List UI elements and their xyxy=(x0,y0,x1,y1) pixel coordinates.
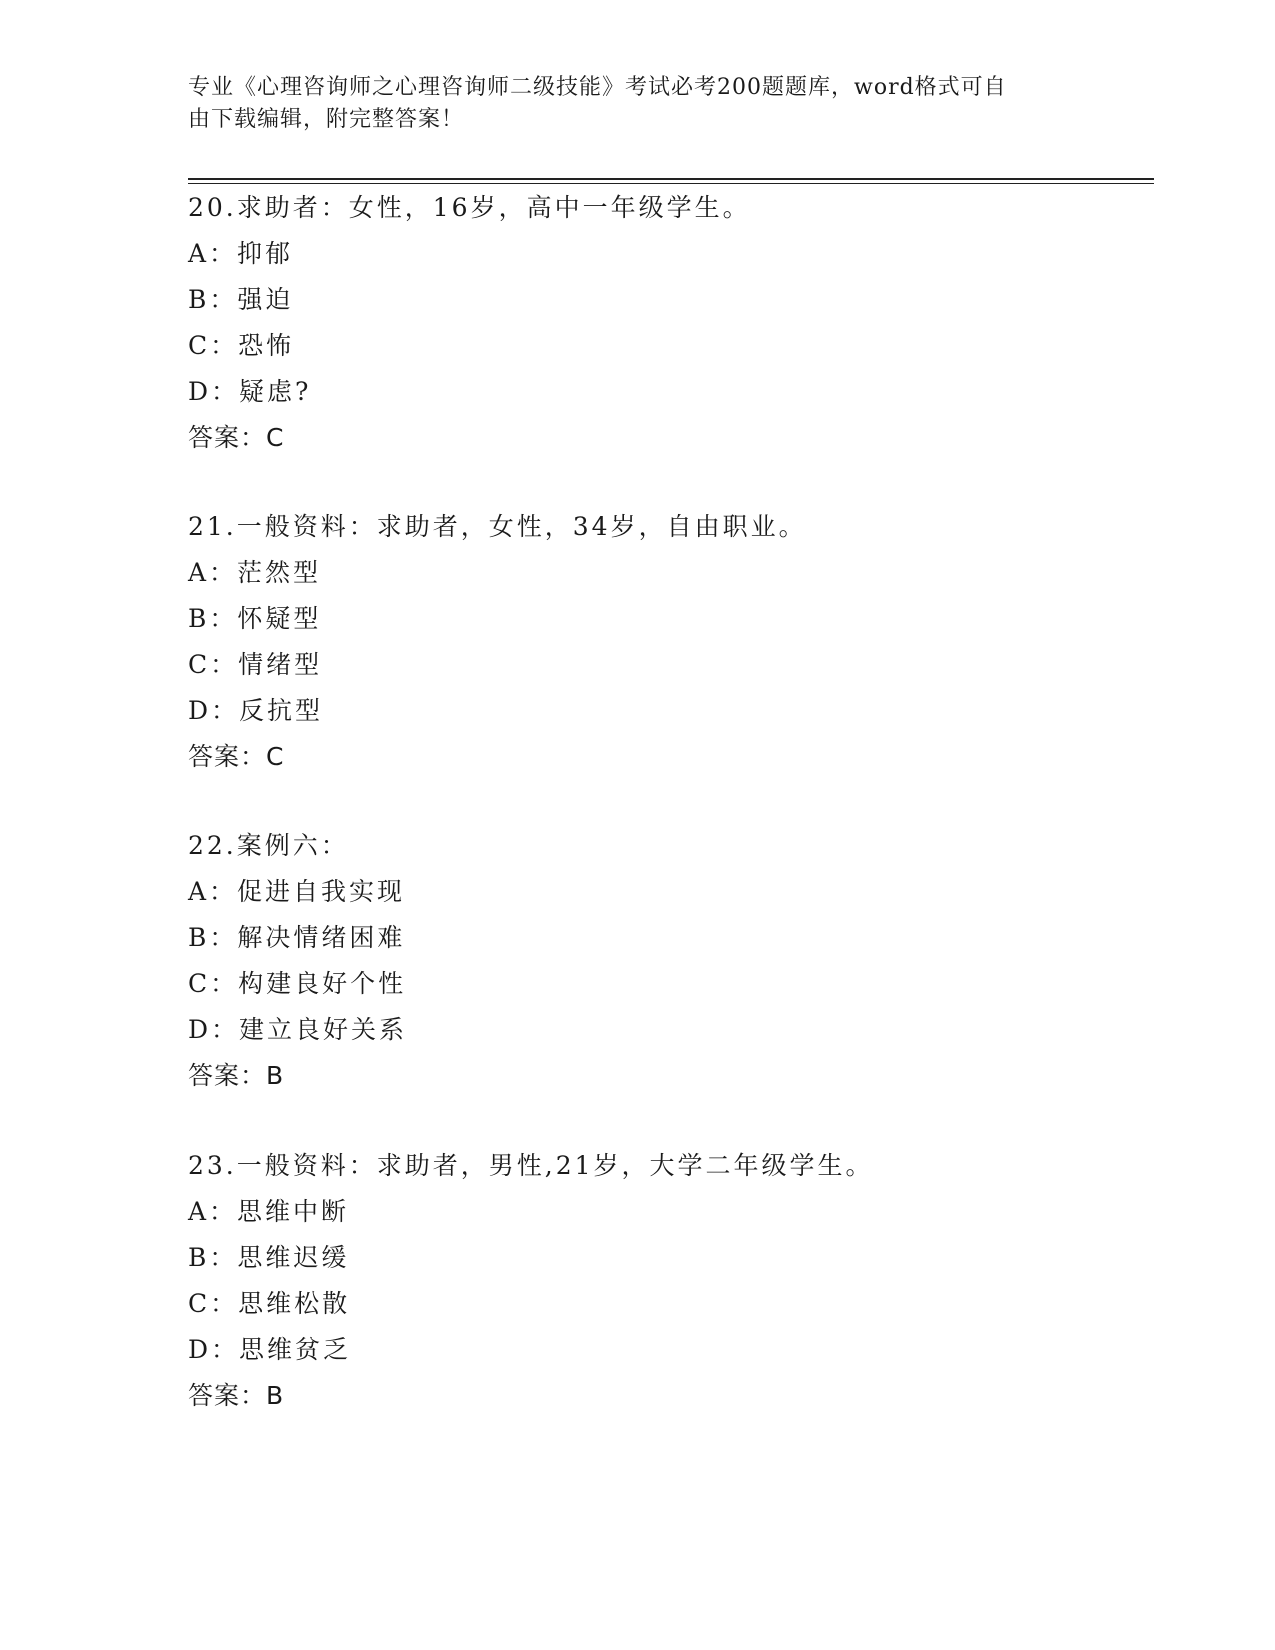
option-b: B：怀疑型 xyxy=(188,604,322,633)
header-divider-bottom xyxy=(188,183,1154,184)
option-d: D：反抗型 xyxy=(188,696,324,725)
question-stem: 20.求助者：女性，16岁，高中一年级学生。 xyxy=(188,193,751,222)
question-22 xyxy=(188,823,1148,1099)
header-line-2: 由下载编辑，附完整答案！ xyxy=(188,107,465,132)
answer: 答案：B xyxy=(188,1381,285,1410)
option-b: B：思维迟缓 xyxy=(188,1243,350,1272)
option-c: C：情绪型 xyxy=(188,650,323,679)
question-21 xyxy=(188,504,1148,780)
answer: 答案：C xyxy=(188,742,285,771)
question-stem: 22.案例六： xyxy=(188,831,349,860)
option-a: A：促进自我实现 xyxy=(188,877,406,906)
document-header xyxy=(188,72,1068,136)
question-20 xyxy=(188,185,1148,461)
question-stem: 21.一般资料：求助者，女性，34岁，自由职业。 xyxy=(188,512,807,541)
option-c: C：构建良好个性 xyxy=(188,969,407,998)
option-d: D：疑虑? xyxy=(188,377,312,406)
option-d: D：思维贫乏 xyxy=(188,1335,352,1364)
option-a: A：茫然型 xyxy=(188,558,322,587)
question-stem: 23.一般资料：求助者，男性,21岁，大学二年级学生。 xyxy=(188,1151,874,1180)
option-c: C：思维松散 xyxy=(188,1289,351,1318)
option-a: A：抑郁 xyxy=(188,239,294,268)
answer: 答案：B xyxy=(188,1061,285,1090)
header-divider-top xyxy=(188,178,1154,180)
option-b: B：强迫 xyxy=(188,285,294,314)
option-d: D：建立良好关系 xyxy=(188,1015,408,1044)
option-b: B：解决情绪困难 xyxy=(188,923,406,952)
option-a: A：思维中断 xyxy=(188,1197,350,1226)
header-line-1: 专业《心理咨询师之心理咨询师二级技能》考试必考200题题库，word格式可自 xyxy=(188,75,1007,100)
question-23 xyxy=(188,1143,1148,1419)
option-c: C：恐怖 xyxy=(188,331,295,360)
answer: 答案：C xyxy=(188,423,285,452)
